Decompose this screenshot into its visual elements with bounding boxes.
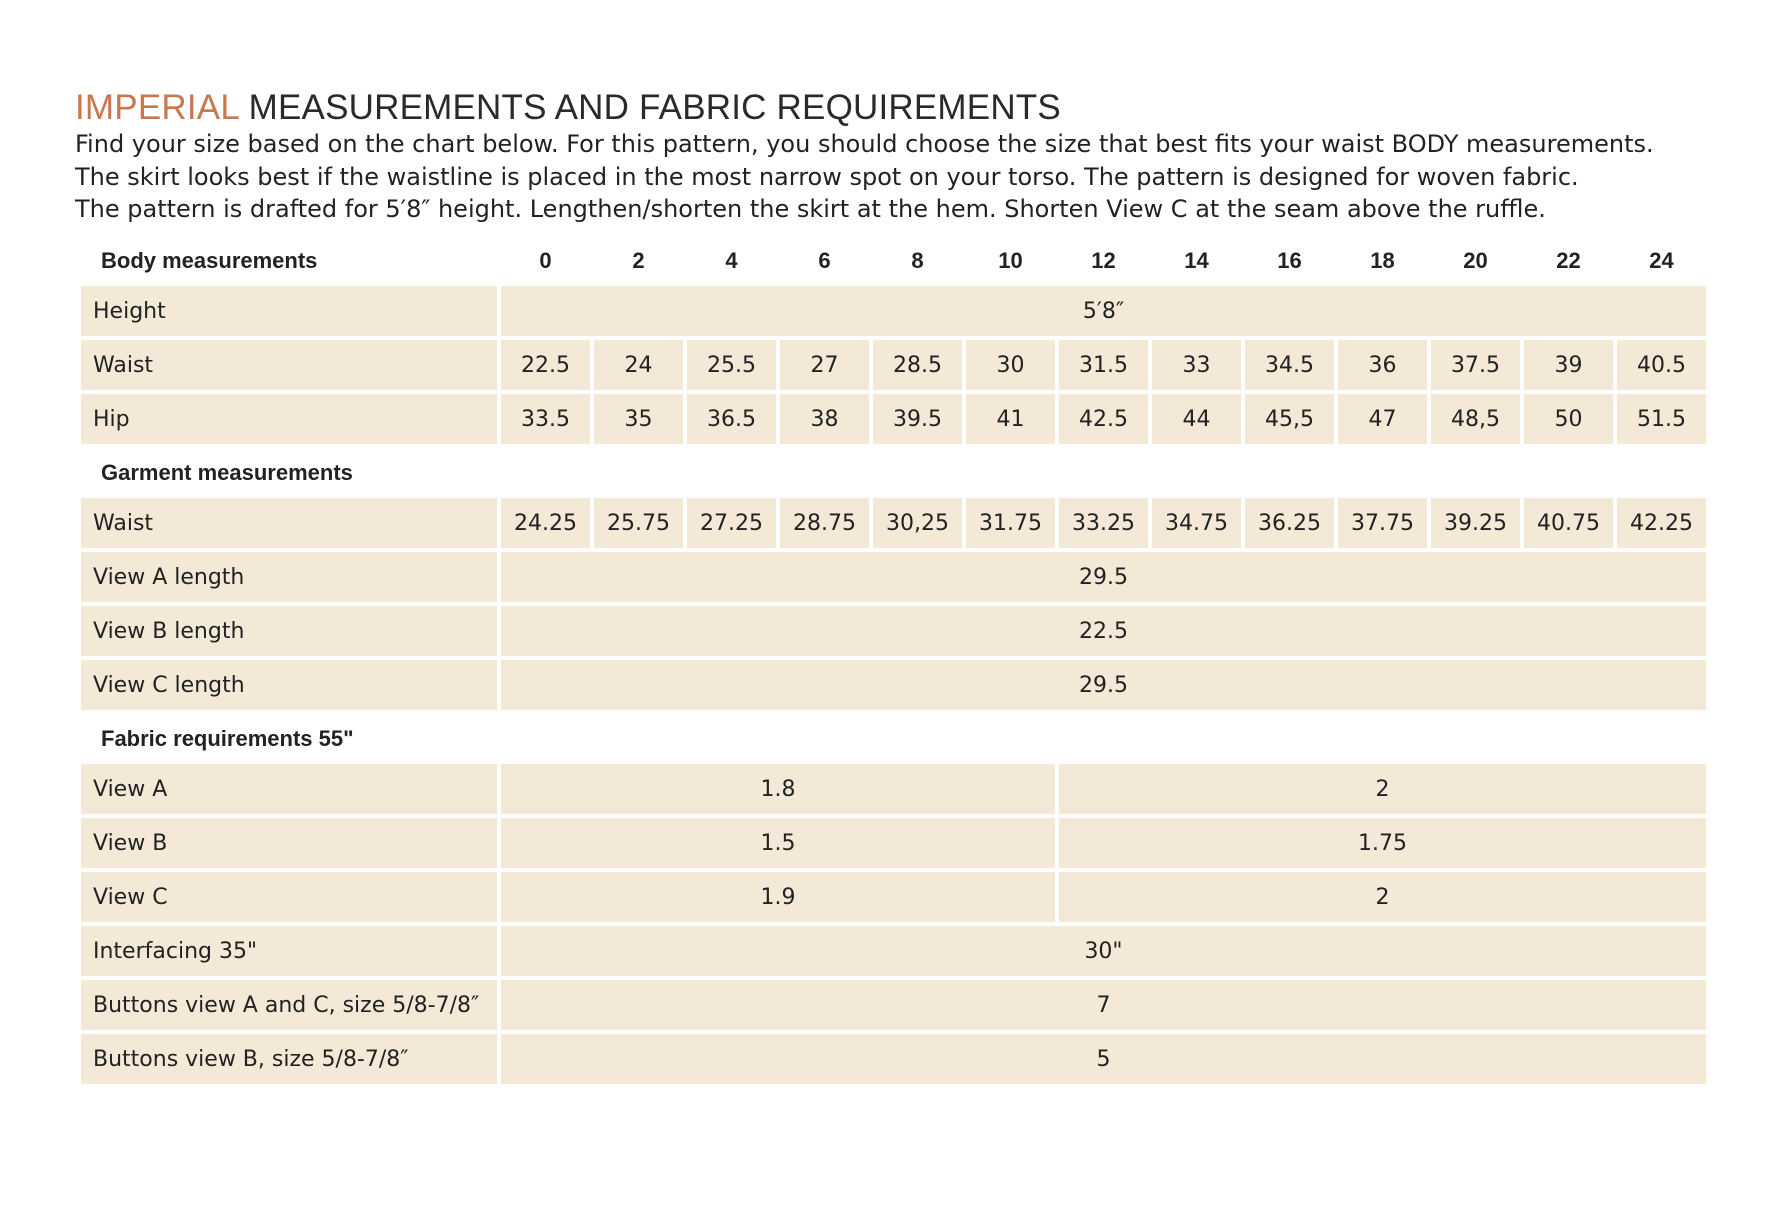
table-cell: 27 (780, 340, 869, 394)
table-cell: 2 (1059, 764, 1706, 818)
size-header: 18 (1370, 248, 1395, 273)
table-cell: 39 (1524, 340, 1613, 394)
table-row-view-a-length (81, 552, 1706, 606)
table-cell: 38 (780, 394, 869, 448)
table-cell: 33.5 (501, 394, 590, 448)
section-title-body: Body measurements (101, 248, 318, 273)
table-cell: 30,25 (873, 498, 962, 552)
table-cell: 47 (1338, 394, 1427, 448)
table-cell: 28.75 (780, 498, 869, 552)
page-title (75, 87, 1061, 129)
intro-line: The skirt looks best if the waistline is placed in the most narrow spot on your torso. The pattern is designed for woven fabric. (75, 162, 1579, 191)
table-cell: 37.5 (1431, 340, 1520, 394)
table-row-view-b-length (81, 606, 1706, 660)
table-cell: 31.5 (1059, 340, 1148, 394)
row-label: View B (81, 818, 497, 872)
row-label: View B length (81, 606, 497, 660)
table-cell: 7 (501, 980, 1706, 1034)
table-cell: 22.5 (501, 340, 590, 394)
table-cell: 36.25 (1245, 498, 1334, 552)
table-row-fabric-view-a (81, 764, 1706, 818)
size-header: 20 (1463, 248, 1488, 273)
table-cell: 40.75 (1524, 498, 1613, 552)
row-label: Buttons view B, size 5/8-7/8″ (81, 1034, 497, 1088)
table-cell: 42.5 (1059, 394, 1148, 448)
table-cell: 27.25 (687, 498, 776, 552)
table-cell: 28.5 (873, 340, 962, 394)
table-cell: 45,5 (1245, 394, 1334, 448)
table-cell: 39.5 (873, 394, 962, 448)
section-title-fabric: Fabric requirements 55" (101, 726, 354, 751)
title-rest: MEASUREMENTS AND FABRIC REQUIREMENTS (248, 88, 1061, 127)
table-cell: 50 (1524, 394, 1613, 448)
table-cell: 39.25 (1431, 498, 1520, 552)
table-cell: 25.5 (687, 340, 776, 394)
table-cell: 30" (501, 926, 1706, 980)
table-cell: 1.9 (501, 872, 1055, 926)
table-cell: 22.5 (501, 606, 1706, 660)
table-cell: 41 (966, 394, 1055, 448)
row-label: View C (81, 872, 497, 926)
table-cell: 2 (1059, 872, 1706, 926)
table-cell: 30 (966, 340, 1055, 394)
table-cell: 36 (1338, 340, 1427, 394)
table-cell: 40.5 (1617, 340, 1706, 394)
size-header: 2 (632, 248, 645, 273)
table-cell: 44 (1152, 394, 1241, 448)
size-header: 24 (1649, 248, 1674, 273)
table-cell: 33 (1152, 340, 1241, 394)
table-row-buttons-b (81, 1034, 1706, 1088)
size-header: 16 (1277, 248, 1302, 273)
table-row-fabric-view-b (81, 818, 1706, 872)
size-header-row (81, 236, 1706, 286)
row-label: Height (81, 286, 497, 340)
size-header: 22 (1556, 248, 1581, 273)
intro-line: Find your size based on the chart below. For this pattern, you should choose the size that best fits your waist BODY measurements. (75, 130, 1654, 158)
size-header: 10 (998, 248, 1023, 273)
table-row-interfacing (81, 926, 1706, 980)
table-row-fabric-view-c (81, 872, 1706, 926)
table-cell: 24 (594, 340, 683, 394)
intro-line: The pattern is drafted for 5′8″ height. Lengthen/shorten the skirt at the hem. Shorten View C at the seam above the ruffle. (75, 195, 1546, 223)
row-label: Waist (81, 340, 497, 394)
table-cell: 35 (594, 394, 683, 448)
section-header-row (81, 448, 1706, 498)
section-title-garment: Garment measurements (101, 460, 353, 485)
table-cell: 1.5 (501, 818, 1055, 872)
table-cell: 48,5 (1431, 394, 1520, 448)
size-header: 8 (911, 248, 924, 273)
table-cell: 25.75 (594, 498, 683, 552)
table-cell: 29.5 (501, 552, 1706, 606)
table-cell: 29.5 (501, 660, 1706, 714)
table-row-hip (81, 394, 1706, 448)
table-cell: 5 (501, 1034, 1706, 1088)
size-header: 4 (725, 248, 738, 273)
table-cell: 51.5 (1617, 394, 1706, 448)
section-header-row (81, 714, 1706, 764)
table-cell: 24.25 (501, 498, 590, 552)
table-cell: 34.5 (1245, 340, 1334, 394)
row-label: View C length (81, 660, 497, 714)
size-header: 14 (1184, 248, 1209, 273)
size-header: 12 (1091, 248, 1116, 273)
table-cell: 31.75 (966, 498, 1055, 552)
title-accent: IMPERIAL (75, 88, 239, 127)
size-header: 0 (539, 248, 552, 273)
table-cell: 1.75 (1059, 818, 1706, 872)
row-label: View A (81, 764, 497, 818)
table-cell: 36.5 (687, 394, 776, 448)
table-row-buttons-ac (81, 980, 1706, 1034)
table-cell: 33.25 (1059, 498, 1148, 552)
table-cell: 5′8″ (501, 286, 1706, 340)
row-label: Interfacing 35" (81, 926, 497, 980)
table-row-height (81, 286, 1706, 340)
row-label: View A length (81, 552, 497, 606)
table-row-body-waist (81, 340, 1706, 394)
intro-text (75, 128, 1654, 226)
row-label: Waist (81, 498, 497, 552)
table-cell: 42.25 (1617, 498, 1706, 552)
row-label: Buttons view A and C, size 5/8-7/8″ (81, 980, 497, 1034)
table-row-garment-waist (81, 498, 1706, 552)
table-cell: 34.75 (1152, 498, 1241, 552)
table-cell: 1.8 (501, 764, 1055, 818)
size-chart-table (77, 236, 1710, 1088)
table-row-view-c-length (81, 660, 1706, 714)
table-cell: 37.75 (1338, 498, 1427, 552)
row-label: Hip (81, 394, 497, 448)
size-header: 6 (818, 248, 831, 273)
